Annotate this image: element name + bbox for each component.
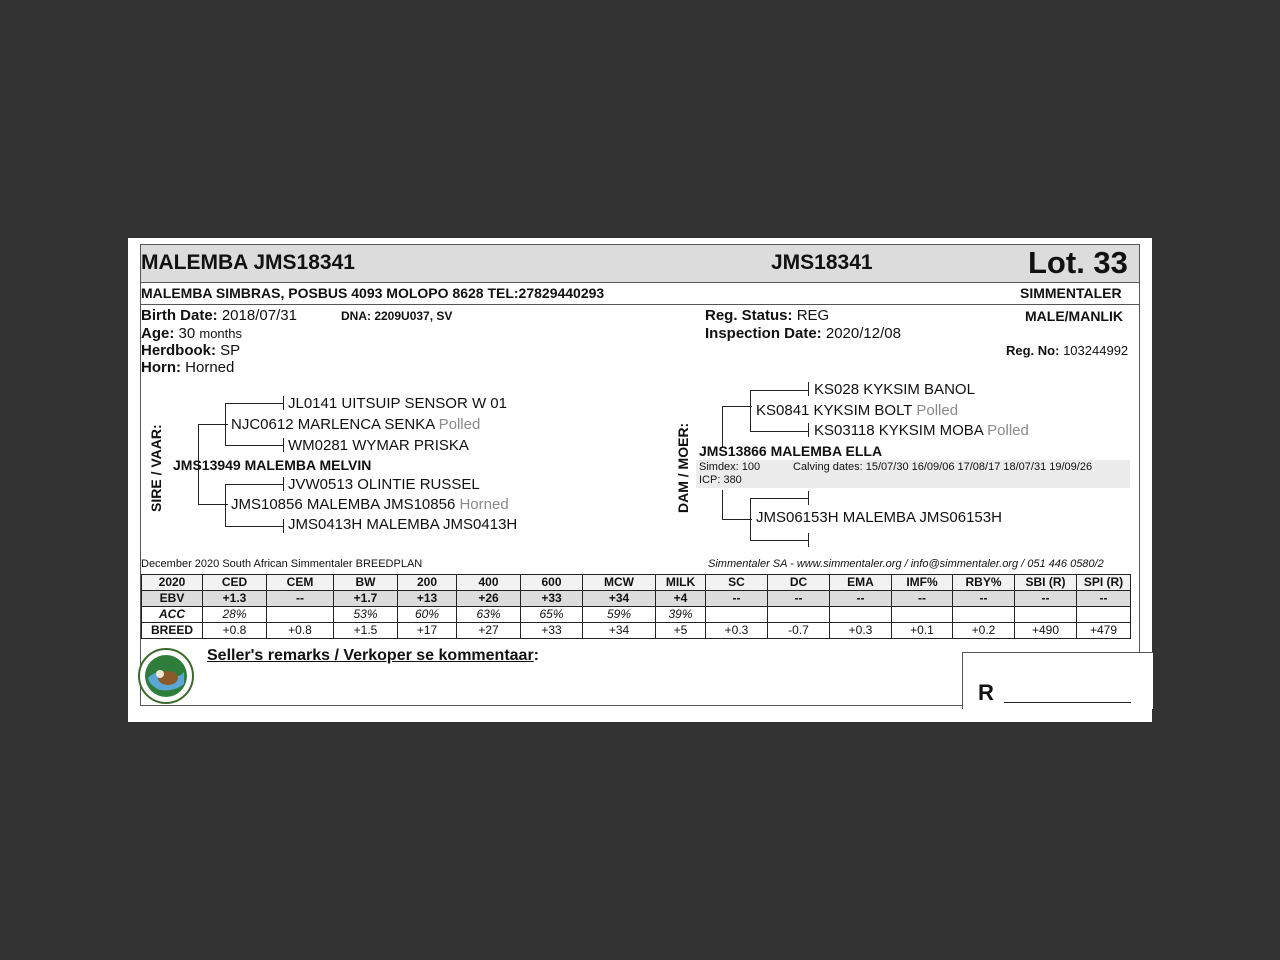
dds-tick (808, 491, 809, 505)
sss-tick (283, 396, 284, 410)
inspection-date (705, 325, 901, 342)
dam-icp: ICP: 380 (699, 474, 742, 486)
ss-bracket (225, 403, 226, 445)
table-cell (953, 607, 1015, 623)
table-cell: -- (953, 591, 1015, 607)
price-currency: R (978, 680, 994, 705)
birth-date-value: 2018/07/31 (221, 307, 297, 324)
table-cell: CEM (267, 575, 334, 591)
table-cell: +33 (521, 591, 583, 607)
sire-bracket-bottom (198, 504, 228, 505)
table-cell: MILK (656, 575, 706, 591)
ssd-tick (283, 438, 284, 452)
sds-tick (283, 477, 284, 491)
sire-sire (231, 416, 480, 433)
table-cell: +13 (398, 591, 457, 607)
table-cell: +0.2 (953, 623, 1015, 639)
inspection-label: Inspection Date: (705, 325, 822, 342)
reg-no (1006, 343, 1128, 358)
sire-sire-name: NJC0612 MARLENCA SENKA (231, 416, 435, 433)
table-cell: +33 (521, 623, 583, 639)
sd-bracket (225, 484, 226, 526)
table-cell: +0.3 (706, 623, 768, 639)
breed-label: SIMMENTALER (1020, 285, 1122, 301)
table-cell (267, 607, 334, 623)
reg-status-value: REG (796, 307, 830, 324)
age (141, 325, 242, 342)
age-value: 30 (178, 325, 196, 342)
ss-bracket-top (225, 403, 283, 404)
table-cell (706, 607, 768, 623)
age-label: Age: (141, 325, 175, 342)
dna-info: DNA: 2209U037, SV (341, 309, 453, 323)
table-cell (830, 607, 892, 623)
table-cell (1077, 607, 1131, 623)
remarks-colon: : (533, 647, 539, 664)
table-cell: 59% (583, 607, 656, 623)
table-cell: +1.5 (334, 623, 398, 639)
sdd-tick (283, 519, 284, 533)
dam-sire-sire: KS028 KYKSIM BANOL (814, 381, 975, 398)
reg-status-label: Reg. Status: (705, 307, 793, 324)
table-cell: EBV (142, 591, 203, 607)
table-cell: 53% (334, 607, 398, 623)
dd-bracket-top (750, 498, 808, 499)
dam-sire-dam-tag: Polled (987, 422, 1029, 439)
table-cell: +4 (656, 591, 706, 607)
owner-line: MALEMBA SIMBRAS, POSBUS 4093 MOLOPO 8628 TEL:27829440293 (141, 285, 605, 301)
sire-dam-tag: Horned (459, 496, 509, 513)
table-cell: +26 (457, 591, 521, 607)
simmentaler-logo-icon (138, 648, 194, 704)
animal-title: MALEMBA JMS18341 (141, 251, 355, 274)
reg-no-value: 103244992 (1063, 343, 1129, 358)
ss-bracket-bottom (225, 445, 283, 446)
table-cell: +0.8 (203, 623, 267, 639)
dsd-tick (808, 423, 809, 437)
acc-row (142, 607, 1131, 623)
herdbook-value: SP (220, 342, 241, 359)
sd-bracket-bottom (225, 526, 283, 527)
herdbook (141, 342, 240, 359)
table-cell: EMA (830, 575, 892, 591)
table-cell: 600 (521, 575, 583, 591)
table-cell: +34 (583, 591, 656, 607)
contact-caption: Simmentaler SA - www.simmentaler.org / info@simmentaler.org / 051 446 0580/2 (708, 558, 1104, 570)
table-cell: 2020 (142, 575, 203, 591)
table-cell: -- (1015, 591, 1077, 607)
sire-dam-dam: JMS0413H MALEMBA JMS0413H (288, 516, 518, 533)
breed-row (142, 623, 1131, 639)
table-cell: DC (768, 575, 830, 591)
dam-calving-dates: Calving dates: 15/07/30 16/09/06 17/08/17 18/07/31 19/09/26 (793, 461, 1093, 473)
table-cell: IMF% (892, 575, 953, 591)
dam-sire-dam (814, 422, 1029, 439)
table-cell: SBI (R) (1015, 575, 1077, 591)
sd-bracket-top (225, 484, 283, 485)
dam-name: JMS13866 MALEMBA ELLA (699, 443, 883, 459)
ds-bracket-bottom (750, 431, 808, 432)
table-cell: SC (706, 575, 768, 591)
dam-sire-name: KS0841 KYKSIM BOLT (756, 402, 913, 419)
sire-section-label: SIRE / VAAR: (148, 424, 164, 512)
remarks-label: Seller's remarks / Verkoper se kommentaar (207, 647, 534, 664)
price-blank-line[interactable] (1004, 702, 1131, 703)
table-cell: 28% (203, 607, 267, 623)
sire-sire-tag: Polled (438, 416, 481, 433)
dss-tick (808, 382, 809, 396)
table-cell: SPI (R) (1077, 575, 1131, 591)
dam-sire (756, 402, 958, 419)
dam-bracket-bottom (722, 519, 752, 520)
table-cell (768, 607, 830, 623)
table-cell: +1.7 (334, 591, 398, 607)
table-cell: -- (1077, 591, 1131, 607)
sire-dam-name: JMS10856 MALEMBA JMS10856 (231, 496, 456, 513)
breedplan-table (141, 574, 1131, 639)
sire-dam (231, 496, 509, 513)
table-cell: +17 (398, 623, 457, 639)
table-cell: +0.8 (267, 623, 334, 639)
dam-bracket-top (722, 406, 752, 407)
ddd-tick (808, 533, 809, 547)
remarks-heading (207, 647, 539, 665)
table-cell: -- (768, 591, 830, 607)
table-cell: 400 (457, 575, 521, 591)
table-cell: +34 (583, 623, 656, 639)
table-cell (892, 607, 953, 623)
owner-divider (141, 304, 1139, 305)
reg-status (705, 307, 829, 324)
table-cell: BW (334, 575, 398, 591)
table-cell (1015, 607, 1077, 623)
table-cell: BREED (142, 623, 203, 639)
table-cell: -- (706, 591, 768, 607)
sire-dam-sire: JVW0513 OLINTIE RUSSEL (288, 476, 480, 493)
birth-date (141, 307, 297, 324)
ds-bracket-top (750, 390, 808, 391)
dam-bracket-upper (722, 406, 723, 448)
inspection-value: 2020/12/08 (825, 325, 901, 342)
table-cell: CED (203, 575, 267, 591)
reg-no-label: Reg. No: (1006, 343, 1060, 358)
table-cell: -- (830, 591, 892, 607)
table-cell: +1.3 (203, 591, 267, 607)
table-cell: 65% (521, 607, 583, 623)
horn-label: Horn: (141, 359, 181, 376)
dam-section-label: DAM / MOER: (675, 422, 691, 513)
horn (141, 359, 234, 376)
horn-value: Horned (185, 359, 235, 376)
dd-bracket-bottom (750, 540, 808, 541)
table-cell: +0.3 (830, 623, 892, 639)
table-cell: +0.1 (892, 623, 953, 639)
ebv-row (142, 591, 1131, 607)
table-header-row (142, 575, 1131, 591)
table-cell: 39% (656, 607, 706, 623)
sire-sire-dam: WM0281 WYMAR PRISKA (288, 437, 469, 454)
table-cell: -- (267, 591, 334, 607)
table-cell: ACC (142, 607, 203, 623)
dam-bracket-lower (722, 490, 723, 520)
animal-id: JMS18341 (771, 251, 873, 274)
dd-bracket (750, 498, 751, 540)
table-cell: RBY% (953, 575, 1015, 591)
herdbook-label: Herdbook: (141, 342, 216, 359)
lot-number: Lot. 33 (1028, 245, 1128, 280)
dam-simdex: Simdex: 100 (699, 461, 761, 473)
table-cell: +5 (656, 623, 706, 639)
birth-date-label: Birth Date: (141, 307, 218, 324)
table-cell: 63% (457, 607, 521, 623)
sire-name: JMS13949 MALEMBA MELVIN (173, 457, 372, 473)
table-cell: 200 (398, 575, 457, 591)
sex-label: MALE/MANLIK (1025, 308, 1123, 324)
ds-bracket (750, 390, 751, 432)
breedplan-caption: December 2020 South African Simmentaler BREEDPLAN (141, 558, 423, 570)
lot-card (128, 238, 1152, 722)
table-cell: +490 (1015, 623, 1077, 639)
age-unit: months (199, 326, 243, 341)
table-cell: -0.7 (768, 623, 830, 639)
sire-bracket-top (198, 424, 228, 425)
table-cell: +479 (1077, 623, 1131, 639)
table-cell: 60% (398, 607, 457, 623)
table-cell: -- (892, 591, 953, 607)
sire-sire-sire: JL0141 UITSUIP SENSOR W 01 (288, 395, 507, 412)
dam-sire-tag: Polled (916, 402, 959, 419)
dam-dam: JMS06153H MALEMBA JMS06153H (756, 509, 1002, 526)
table-cell: MCW (583, 575, 656, 591)
table-cell: +27 (457, 623, 521, 639)
dam-sire-dam-name: KS03118 KYKSIM MOBA (814, 422, 983, 439)
